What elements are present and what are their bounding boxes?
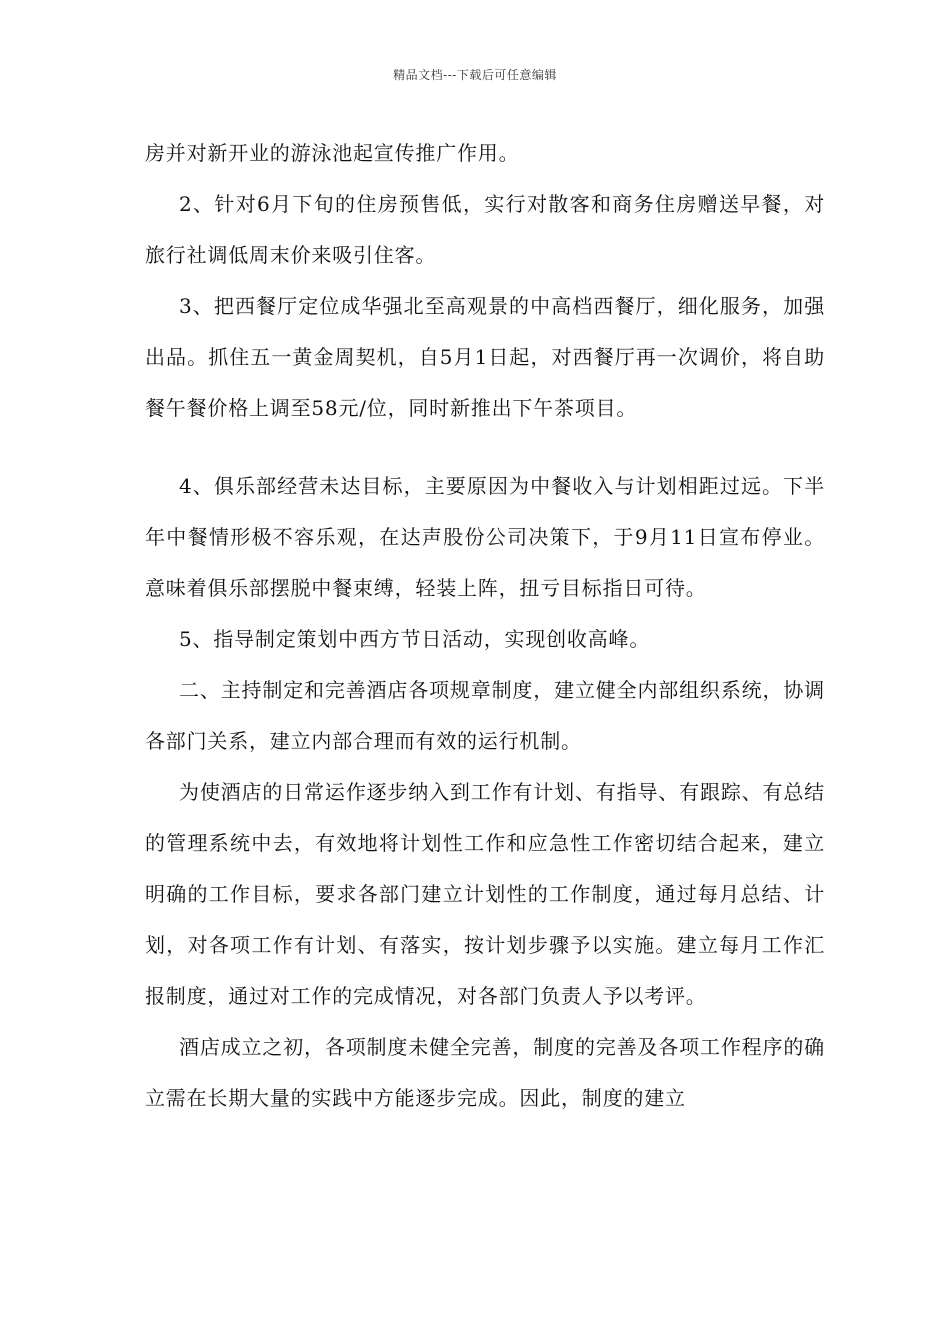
paragraph-section-2: 二、主持制定和完善酒店各项规章制度，建立健全内部组织系统，协调各部门关系，建立内部合理而有效的运行机制。 [145, 678, 825, 753]
document-body [145, 128, 825, 1124]
paragraph-item-2: 2、针对6月下旬的住房预售低，实行对散客和商务住房赠送早餐，对旅行社调低周末价来吸引住客。 [145, 192, 825, 267]
paragraph-spacer [145, 434, 825, 461]
paragraph-item-5: 5、指导制定策划中西方节日活动，实现创收高峰。 [179, 627, 651, 651]
paragraph-regulations: 酒店成立之初，各项制度未健全完善，制度的完善及各项工作程序的确立需在长期大量的实践中方能逐步完成。因此，制度的建立 [145, 1035, 825, 1110]
paragraph-continuation: 房并对新开业的游泳池起宣传推广作用。 [145, 141, 520, 165]
page-header: 精品文档---下载后可任意编辑 [393, 68, 557, 82]
paragraph-item-3: 3、把西餐厅定位成华强北至高观景的中高档西餐厅，细化服务，加强出品。抓住五一黄金周契机，自5月1日起，对西餐厅再一次调价，将自助餐午餐价格上调至58元/位，同时新推出下午茶项目。 [145, 294, 825, 420]
paragraph-item-4: 4、俱乐部经营未达目标，主要原因为中餐收入与计划相距过远。下半年中餐情形极不容乐观，在达声股份公司决策下，于9月11日宣布停业。意味着俱乐部摆脱中餐束缚，轻装上阵，扭亏目标指日可待。 [145, 474, 825, 600]
paragraph-planning: 为使酒店的日常运作逐步纳入到工作有计划、有指导、有跟踪、有总结的管理系统中去，有效地将计划性工作和应急性工作密切结合起来，建立明确的工作目标，要求各部门建立计划性的工作制度，通过每月总结、计划，对各项工作有计划、有落实，按计划步骤予以实施。建立每月工作汇报制度，通过对工作的完成情况，对各部门负责人予以考评。 [145, 780, 825, 1008]
